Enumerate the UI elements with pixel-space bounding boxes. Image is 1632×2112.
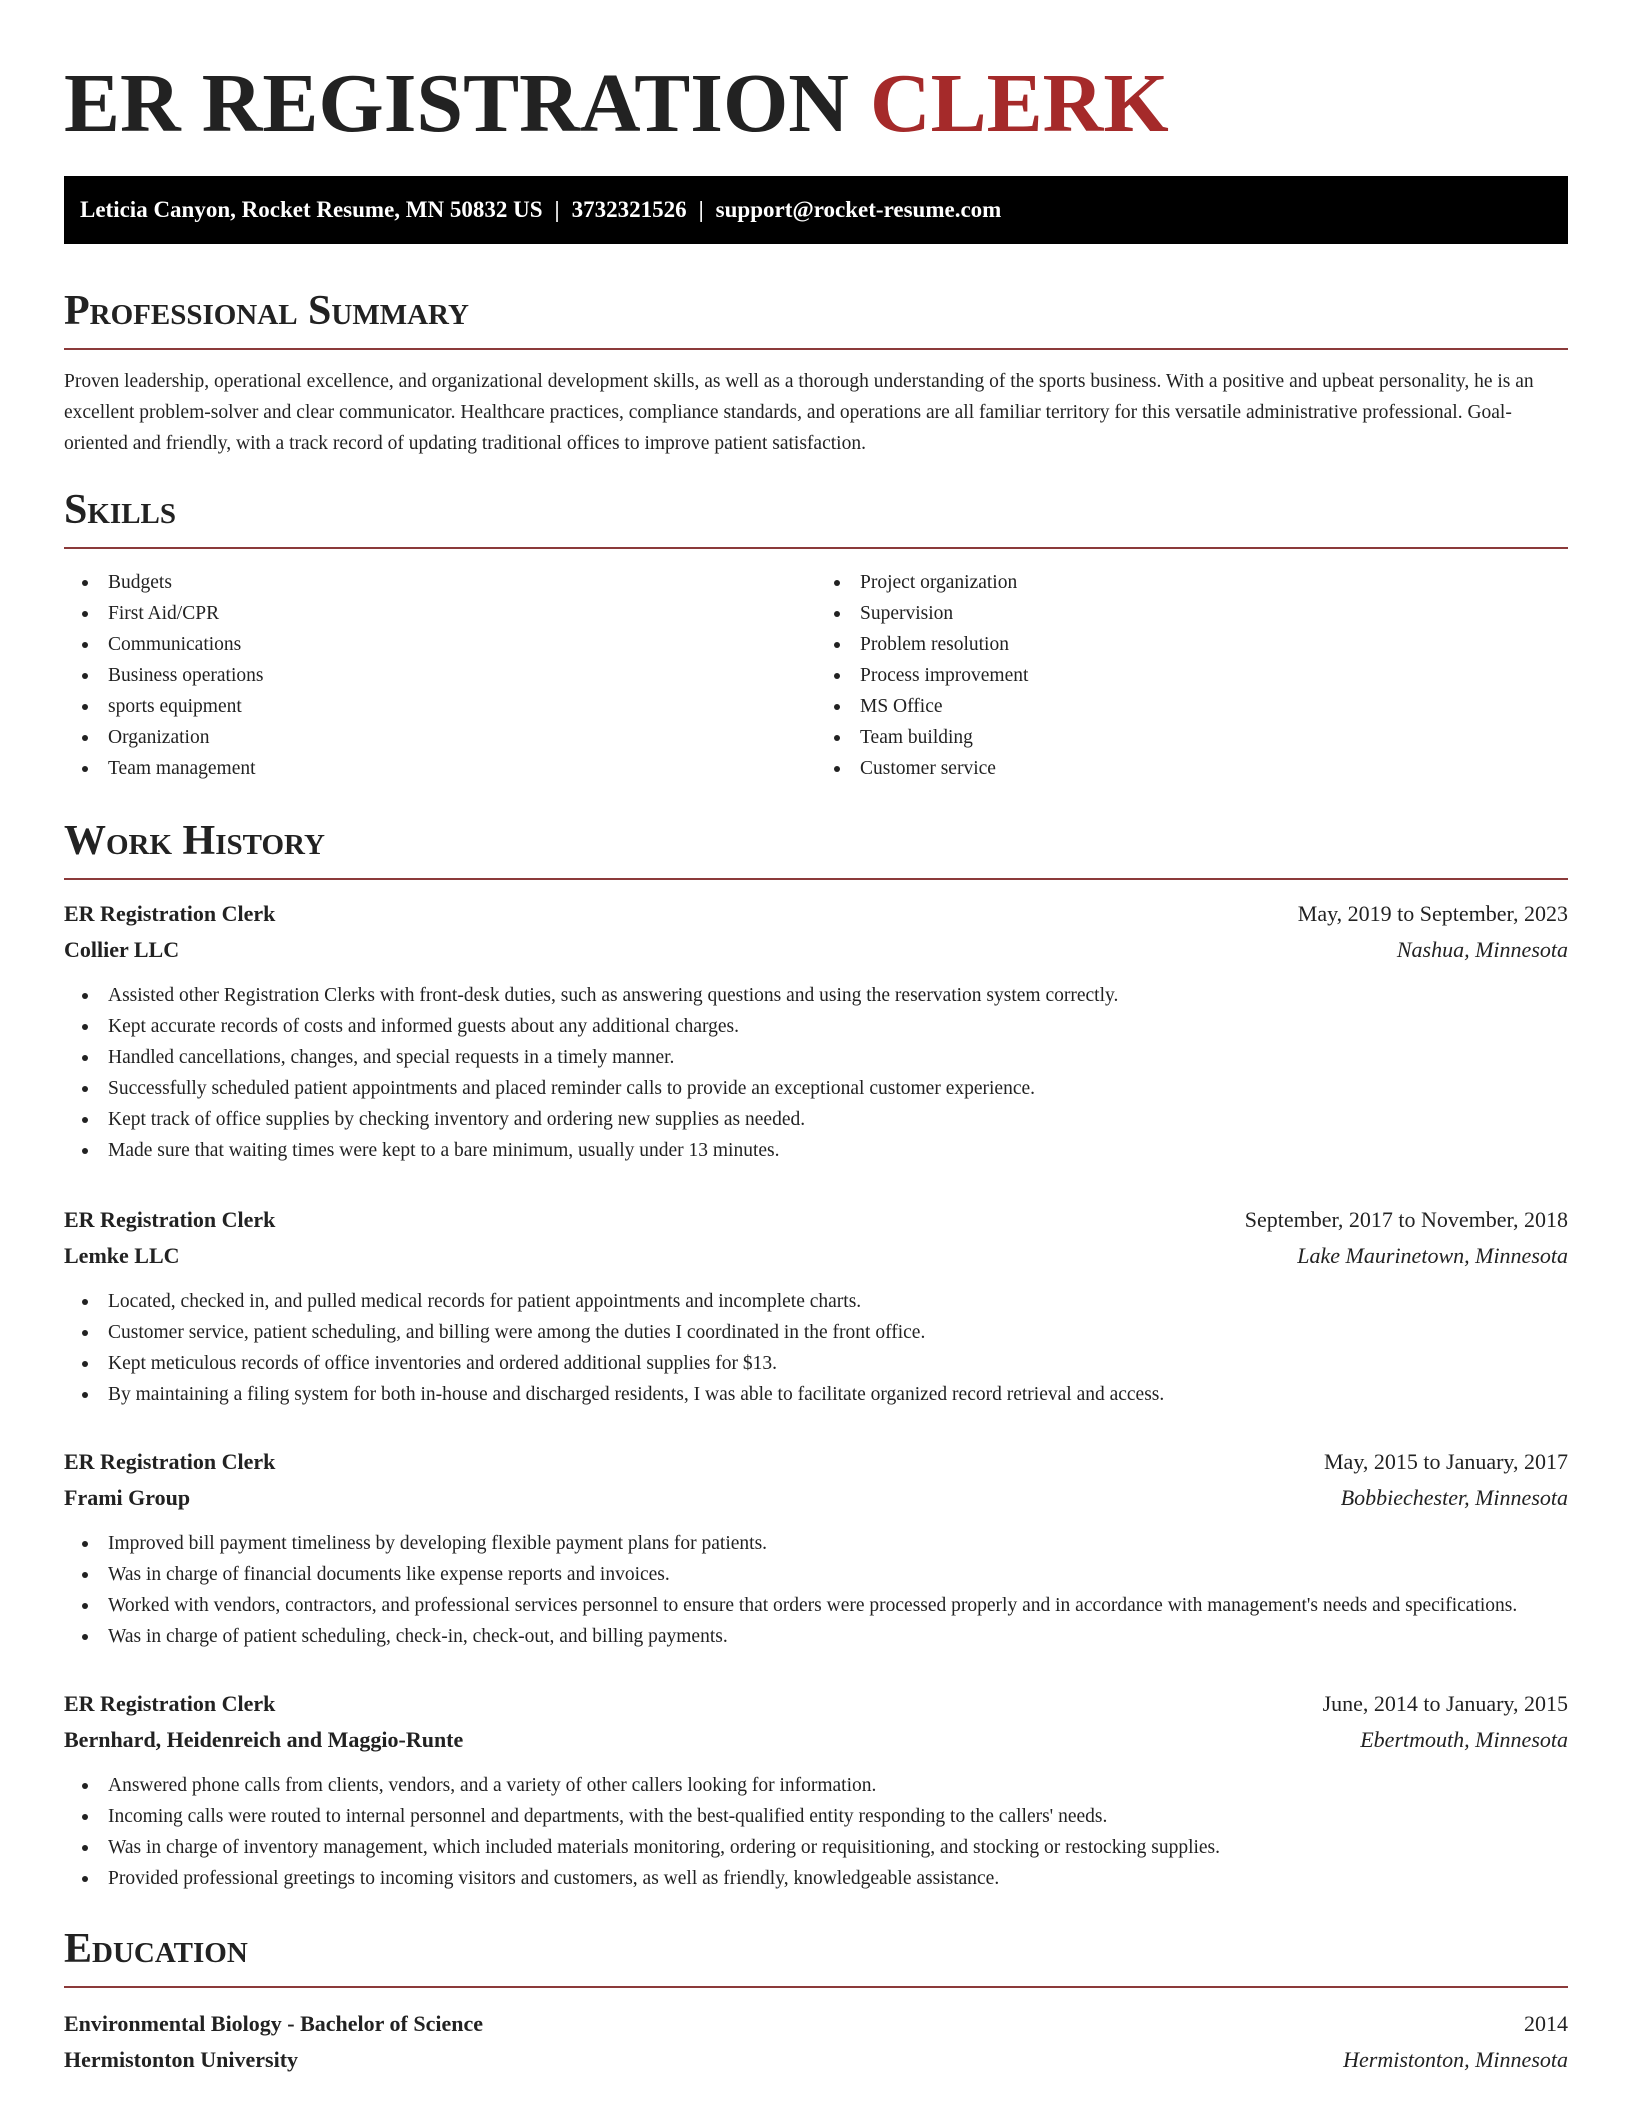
skills-section — [64, 485, 1568, 784]
skill-item: Problem resolution — [816, 629, 1568, 660]
skill-item: Communications — [64, 629, 816, 660]
job-title: ER Registration Clerk — [64, 901, 276, 926]
job-subheader — [64, 1722, 1568, 1758]
skills-heading: Skills — [64, 485, 1568, 549]
job-company: Bernhard, Heidenreich and Maggio-Runte — [64, 1727, 464, 1752]
work-history-section — [64, 816, 1568, 1894]
job-bullet: Was in charge of patient scheduling, check-in, check-out, and billing payments. — [64, 1621, 1568, 1652]
job-header — [64, 1686, 1568, 1722]
job-title: ER Registration Clerk — [64, 1691, 276, 1716]
job-bullet: Kept accurate records of costs and informed guests about any additional charges. — [64, 1011, 1568, 1042]
job-subheader — [64, 1480, 1568, 1516]
skill-item: Project organization — [816, 567, 1568, 598]
job-bullet: Worked with vendors, contractors, and professional services personnel to ensure that orders were processed properly and in accordance with management's needs and specifications. — [64, 1590, 1568, 1621]
job-dates: May, 2019 to September, 2023 — [1297, 901, 1568, 926]
skill-item: Customer service — [816, 753, 1568, 784]
education-heading: Education — [64, 1924, 1568, 1988]
job-dates: September, 2017 to November, 2018 — [1244, 1207, 1568, 1232]
job-bullet: Kept meticulous records of office inventories and ordered additional supplies for $13. — [64, 1348, 1568, 1379]
skill-item: Organization — [64, 722, 816, 753]
summary-text: Proven leadership, operational excellence, and organizational development skills, as well as a thorough understanding of the sports business. With a positive and upbeat personality, he is an excellent problem-solver and clear communicator. Healthcare practices, compliance standards, and operations are all familiar territory for this versatile administrative professional. Goal-oriented and friendly, with a track record of updating traditional offices to improve patient satisfaction. — [64, 371, 1534, 454]
contact-address: Leticia Canyon, Rocket Resume, MN 50832 US — [80, 197, 543, 222]
job-header — [64, 1444, 1568, 1480]
job-bullet: Customer service, patient scheduling, and billing were among the duties I coordinated in the front office. — [64, 1317, 1568, 1348]
education-school: Hermistonton University — [64, 2047, 299, 2072]
job-location: Lake Maurinetown, Minnesota — [1297, 1243, 1568, 1268]
job-entry — [64, 1686, 1568, 1894]
job-bullet: Was in charge of inventory management, which included materials monitoring, ordering or requisitioning, and stocking or restocking supplies. — [64, 1832, 1568, 1863]
skill-item: Team management — [64, 753, 816, 784]
summary-section — [64, 286, 1568, 459]
job-company: Collier LLC — [64, 937, 180, 962]
contact-separator: | — [554, 197, 560, 222]
work-history-heading: Work History — [64, 816, 1568, 880]
skills-grid — [64, 567, 1568, 784]
name-first: ER REGISTRATION — [64, 57, 849, 150]
job-bullet: Located, checked in, and pulled medical records for patient appointments and incomplete charts. — [64, 1286, 1568, 1317]
skill-item: Process improvement — [816, 660, 1568, 691]
resume-name — [64, 0, 1568, 152]
job-entry — [64, 1444, 1568, 1652]
skill-item: Team building — [816, 722, 1568, 753]
job-title: ER Registration Clerk — [64, 1207, 276, 1232]
job-header — [64, 896, 1568, 932]
job-subheader — [64, 1238, 1568, 1274]
job-company: Frami Group — [64, 1485, 191, 1510]
job-title: ER Registration Clerk — [64, 1449, 276, 1474]
job-location: Ebertmouth, Minnesota — [1360, 1727, 1568, 1752]
job-bullet: By maintaining a filing system for both in-house and discharged residents, I was able to facilitate organized record retrieval and access. — [64, 1379, 1568, 1410]
skill-item: Supervision — [816, 598, 1568, 629]
skill-item: MS Office — [816, 691, 1568, 722]
education-header — [64, 2006, 1568, 2042]
job-bullet: Answered phone calls from clients, vendors, and a variety of other callers looking for information. — [64, 1770, 1568, 1801]
contact-phone[interactable]: 3732321526 — [571, 197, 687, 222]
job-bullets — [64, 1528, 1568, 1652]
contact-bar — [64, 176, 1568, 244]
education-location: Hermistonton, Minnesota — [1343, 2047, 1568, 2072]
job-bullet: Successfully scheduled patient appointments and placed reminder calls to provide an exceptional customer experience. — [64, 1073, 1568, 1104]
skill-item: sports equipment — [64, 691, 816, 722]
job-bullet: Kept track of office supplies by checking inventory and ordering new supplies as needed. — [64, 1104, 1568, 1135]
job-bullets — [64, 980, 1568, 1166]
job-dates: June, 2014 to January, 2015 — [1322, 1691, 1568, 1716]
job-header — [64, 1202, 1568, 1238]
summary-heading: Professional Summary — [64, 286, 1568, 350]
skill-item: Budgets — [64, 567, 816, 598]
job-location: Nashua, Minnesota — [1396, 937, 1568, 962]
job-bullet: Improved bill payment timeliness by developing flexible payment plans for patients. — [64, 1528, 1568, 1559]
job-bullet: Provided professional greetings to incoming visitors and customers, as well as friendly, knowledgeable assistance. — [64, 1863, 1568, 1894]
job-entry — [64, 896, 1568, 1166]
job-dates: May, 2015 to January, 2017 — [1324, 1449, 1568, 1474]
contact-separator: | — [698, 197, 704, 222]
job-bullet: Assisted other Registration Clerks with front-desk duties, such as answering questions and using the reservation system correctly. — [64, 980, 1568, 1011]
skill-item: First Aid/CPR — [64, 598, 816, 629]
contact-email[interactable]: support@rocket-resume.com — [715, 197, 1002, 222]
skill-item: Business operations — [64, 660, 816, 691]
name-last: CLERK — [869, 57, 1169, 150]
job-subheader — [64, 932, 1568, 968]
job-bullet: Was in charge of financial documents like expense reports and invoices. — [64, 1559, 1568, 1590]
job-company: Lemke LLC — [64, 1243, 180, 1268]
job-bullet: Made sure that waiting times were kept to a bare minimum, usually under 13 minutes. — [64, 1135, 1568, 1166]
skills-column-right — [816, 567, 1568, 784]
education-year: 2014 — [1524, 2011, 1568, 2036]
education-subheader — [64, 2042, 1568, 2078]
job-bullet: Incoming calls were routed to internal personnel and departments, with the best-qualified entity responding to the callers' needs. — [64, 1801, 1568, 1832]
education-entry — [64, 2006, 1568, 2078]
job-bullets — [64, 1286, 1568, 1410]
job-entry — [64, 1202, 1568, 1410]
job-bullets — [64, 1770, 1568, 1894]
job-bullet: Handled cancellations, changes, and special requests in a timely manner. — [64, 1042, 1568, 1073]
job-location: Bobbiechester, Minnesota — [1340, 1485, 1568, 1510]
education-degree: Environmental Biology - Bachelor of Science — [64, 2011, 483, 2036]
skills-column-left — [64, 567, 816, 784]
education-section — [64, 1924, 1568, 2078]
